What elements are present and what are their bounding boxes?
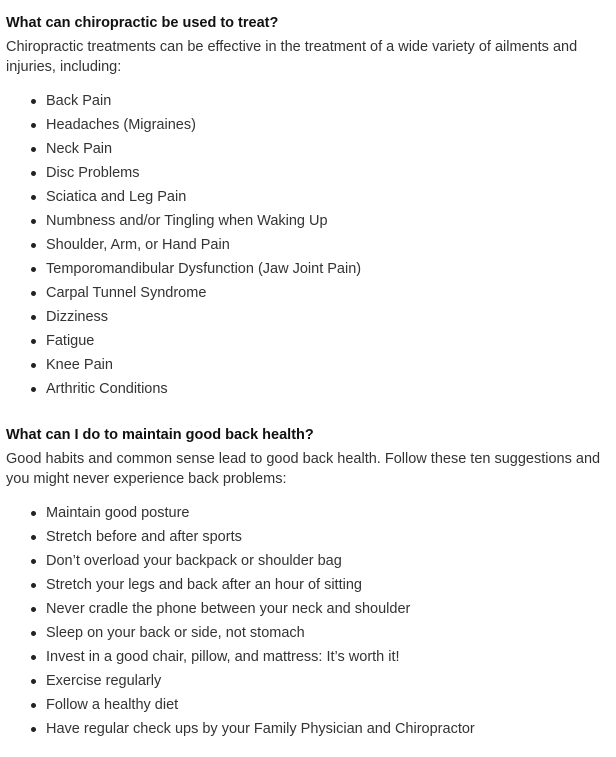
- bullet-icon: [31, 171, 36, 176]
- section-chiropractic-treatments: [6, 13, 610, 401]
- list-item-text: Don’t overload your backpack or shoulder bag: [46, 553, 342, 569]
- list-item-text: Temporomandibular Dysfunction (Jaw Joint Pain): [46, 261, 362, 277]
- list-item-text: Knee Pain: [46, 357, 113, 373]
- bullet-icon: [31, 267, 36, 272]
- list-item-text: Stretch your legs and back after an hour of sitting: [46, 577, 362, 593]
- bullet-icon: [31, 511, 36, 516]
- bullet-icon: [31, 363, 36, 368]
- list-item-text: Carpal Tunnel Syndrome: [46, 285, 207, 301]
- list-item: [46, 573, 610, 597]
- section-back-health: [6, 425, 610, 741]
- section-heading: What can I do to maintain good back health?: [6, 427, 314, 443]
- list-item: [46, 137, 610, 161]
- list-item-text: Never cradle the phone between your neck and shoulder: [46, 601, 411, 617]
- list-item: [46, 597, 610, 621]
- ailments-list: [6, 89, 610, 401]
- list-item: [46, 377, 610, 401]
- list-item: [46, 717, 610, 741]
- list-item: [46, 305, 610, 329]
- bullet-icon: [31, 123, 36, 128]
- bullet-icon: [31, 559, 36, 564]
- list-item: [46, 501, 610, 525]
- list-item: [46, 669, 610, 693]
- list-item-text: Exercise regularly: [46, 673, 162, 689]
- list-item-text: Arthritic Conditions: [46, 381, 168, 397]
- list-item: [46, 161, 610, 185]
- bullet-icon: [31, 339, 36, 344]
- bullet-icon: [31, 535, 36, 540]
- suggestions-list: [6, 501, 610, 741]
- bullet-icon: [31, 655, 36, 660]
- bullet-icon: [31, 679, 36, 684]
- list-item-text: Disc Problems: [46, 165, 140, 181]
- list-item: [46, 113, 610, 137]
- section-intro: Good habits and common sense lead to good back health. Follow these ten suggestions and you might never experience back problems:: [6, 451, 601, 487]
- list-item-text: Stretch before and after sports: [46, 529, 242, 545]
- bullet-icon: [31, 631, 36, 636]
- list-item: [46, 257, 610, 281]
- list-item-text: Invest in a good chair, pillow, and mattress: It’s worth it!: [46, 649, 400, 665]
- section-intro: Chiropractic treatments can be effective in the treatment of a wide variety of ailments and injuries, including:: [6, 39, 578, 75]
- list-item: [46, 621, 610, 645]
- list-item-text: Headaches (Migraines): [46, 117, 196, 133]
- list-item: [46, 209, 610, 233]
- list-item: [46, 693, 610, 717]
- list-item: [46, 329, 610, 353]
- list-item: [46, 549, 610, 573]
- list-item-text: Numbness and/or Tingling when Waking Up: [46, 213, 328, 229]
- bullet-icon: [31, 195, 36, 200]
- bullet-icon: [31, 703, 36, 708]
- list-item-text: Maintain good posture: [46, 505, 190, 521]
- list-item: [46, 525, 610, 549]
- list-item-text: Shoulder, Arm, or Hand Pain: [46, 237, 230, 253]
- list-item-text: Dizziness: [46, 309, 109, 325]
- list-item-text: Sleep on your back or side, not stomach: [46, 625, 305, 641]
- bullet-icon: [31, 291, 36, 296]
- list-item-text: Fatigue: [46, 333, 95, 349]
- list-item: [46, 353, 610, 377]
- section-heading: What can chiropractic be used to treat?: [6, 15, 279, 31]
- list-item-text: Back Pain: [46, 93, 112, 109]
- list-item-text: Neck Pain: [46, 141, 113, 157]
- bullet-icon: [31, 387, 36, 392]
- bullet-icon: [31, 315, 36, 320]
- bullet-icon: [31, 219, 36, 224]
- bullet-icon: [31, 243, 36, 248]
- bullet-icon: [31, 583, 36, 588]
- list-item-text: Have regular check ups by your Family Physician and Chiropractor: [46, 721, 475, 737]
- list-item: [46, 89, 610, 113]
- list-item: [46, 645, 610, 669]
- list-item: [46, 185, 610, 209]
- list-item-text: Sciatica and Leg Pain: [46, 189, 187, 205]
- bullet-icon: [31, 607, 36, 612]
- bullet-icon: [31, 147, 36, 152]
- list-item: [46, 281, 610, 305]
- bullet-icon: [31, 727, 36, 732]
- list-item-text: Follow a healthy diet: [46, 697, 179, 713]
- list-item: [46, 233, 610, 257]
- bullet-icon: [31, 99, 36, 104]
